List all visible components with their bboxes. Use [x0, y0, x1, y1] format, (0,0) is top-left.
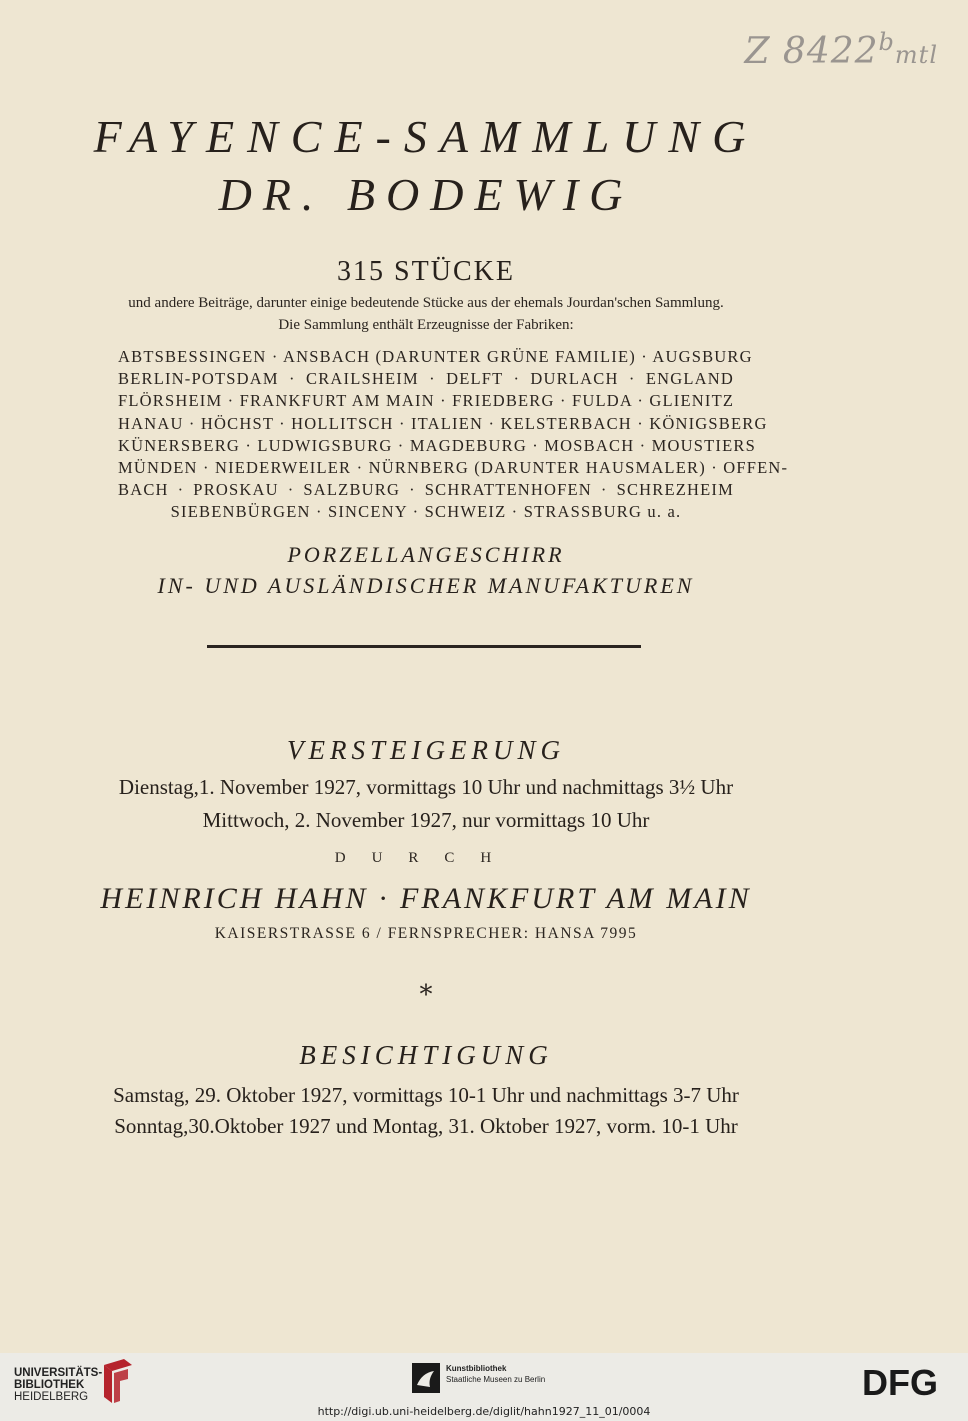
- kunstbibliothek-label: [446, 1363, 545, 1385]
- manufactory-line: ABTSBESSINGEN · ANSBACH (DARUNTER GRÜNE FAMILIE) · AUGSBURG: [118, 347, 753, 366]
- kunstbibliothek-logo-icon: [412, 1363, 440, 1393]
- auction-date-1: Dienstag,1. November 1927, vormittags 10 Uhr und nachmittags 3½ Uhr: [118, 775, 734, 799]
- asterisk-separator: *: [419, 980, 433, 1010]
- manufactory-line: BERLIN-POTSDAM · CRAILSHEIM · DELFT · DURLACH · ENGLAND: [118, 369, 734, 389]
- handwritten-shelfmark: Z 8422$^b$mtl: [744, 28, 938, 72]
- auction-heading: VERSTEIGERUNG: [287, 735, 565, 765]
- porcelain-line-1: PORZELLANGESCHIRR: [287, 542, 565, 567]
- digitization-footer: [0, 1353, 968, 1421]
- viewing-heading: BESICHTIGUNG: [299, 1040, 553, 1070]
- auction-date-2: Mittwoch, 2. November 1927, nur vormittags 10 Uhr: [202, 808, 650, 832]
- manufactory-line: FLÖRSHEIM · FRANKFURT AM MAIN · FRIEDBERG · FULDA · GLIENITZ: [118, 391, 735, 411]
- intro-line-1: und andere Beiträge, darunter einige bedeutende Stücke aus der ehemals Jourdan'schen Sammlung.: [128, 295, 724, 311]
- manufactory-line: KÜNERSBERG · LUDWIGSBURG · MAGDEBURG · MOSBACH · MOUSTIERS: [118, 435, 756, 455]
- source-url[interactable]: http://digi.ub.uni-heidelberg.de/diglit/hahn1927_11_01/0004: [317, 1405, 651, 1418]
- manufactory-list: [118, 346, 789, 524]
- ub-line-1: UNIVERSITÄTS-: [14, 1367, 103, 1379]
- ub-line-2: BIBLIOTHEK: [14, 1379, 85, 1391]
- auction-address: KAISERSTRASSE 6 / FERNSPRECHER: HANSA 7995: [214, 925, 638, 942]
- kb-line-1: Kunstbibliothek: [446, 1364, 507, 1373]
- title-line-1: FAYENCE-SAMMLUNG: [93, 111, 759, 162]
- manufactory-line: MÜNDEN · NIEDERWEILER · NÜRNBERG (DARUNTER HAUSMALER) · OFFEN-: [118, 458, 789, 478]
- ub-heidelberg-label: [14, 1367, 102, 1403]
- manufactory-line: BACH · PROSKAU · SALZBURG · SCHRATTENHOFEN · SCHREZHEIM: [118, 480, 734, 500]
- ub-heidelberg-logo-icon: [98, 1357, 138, 1407]
- viewing-line-2: Sonntag,30.Oktober 1927 und Montag, 31. Oktober 1927, vorm. 10-1 Uhr: [114, 1114, 738, 1138]
- manufactory-line: SIEBENBÜRGEN · SINCENY · SCHWEIZ · STRASSBURG u. a.: [170, 502, 682, 522]
- item-count: 315 STÜCKE: [337, 256, 515, 287]
- viewing-line-1: Samstag, 29. Oktober 1927, vormittags 10-1 Uhr und nachmittags 3-7 Uhr: [113, 1083, 739, 1107]
- dfg-text: DFG: [862, 1365, 938, 1399]
- porcelain-line-2: IN- UND AUSLÄNDISCHER MANUFAKTUREN: [157, 573, 695, 598]
- ub-line-3: HEIDELBERG: [14, 1391, 89, 1403]
- dfg-logo-icon: [862, 1365, 954, 1399]
- by-label: DURCH: [334, 850, 518, 866]
- title-line-2: DR. BODEWIG: [218, 169, 634, 220]
- manufactory-line: HANAU · HÖCHST · HOLLITSCH · ITALIEN · KELSTERBACH · KÖNIGSBERG: [118, 413, 768, 433]
- kb-line-2: Staatliche Museen zu Berlin: [446, 1375, 546, 1384]
- intro-line-2: Die Sammlung enthält Erzeugnisse der Fabriken:: [278, 317, 574, 333]
- auction-house: HEINRICH HAHN · FRANKFURT AM MAIN: [100, 882, 752, 915]
- divider-rule: [207, 645, 641, 648]
